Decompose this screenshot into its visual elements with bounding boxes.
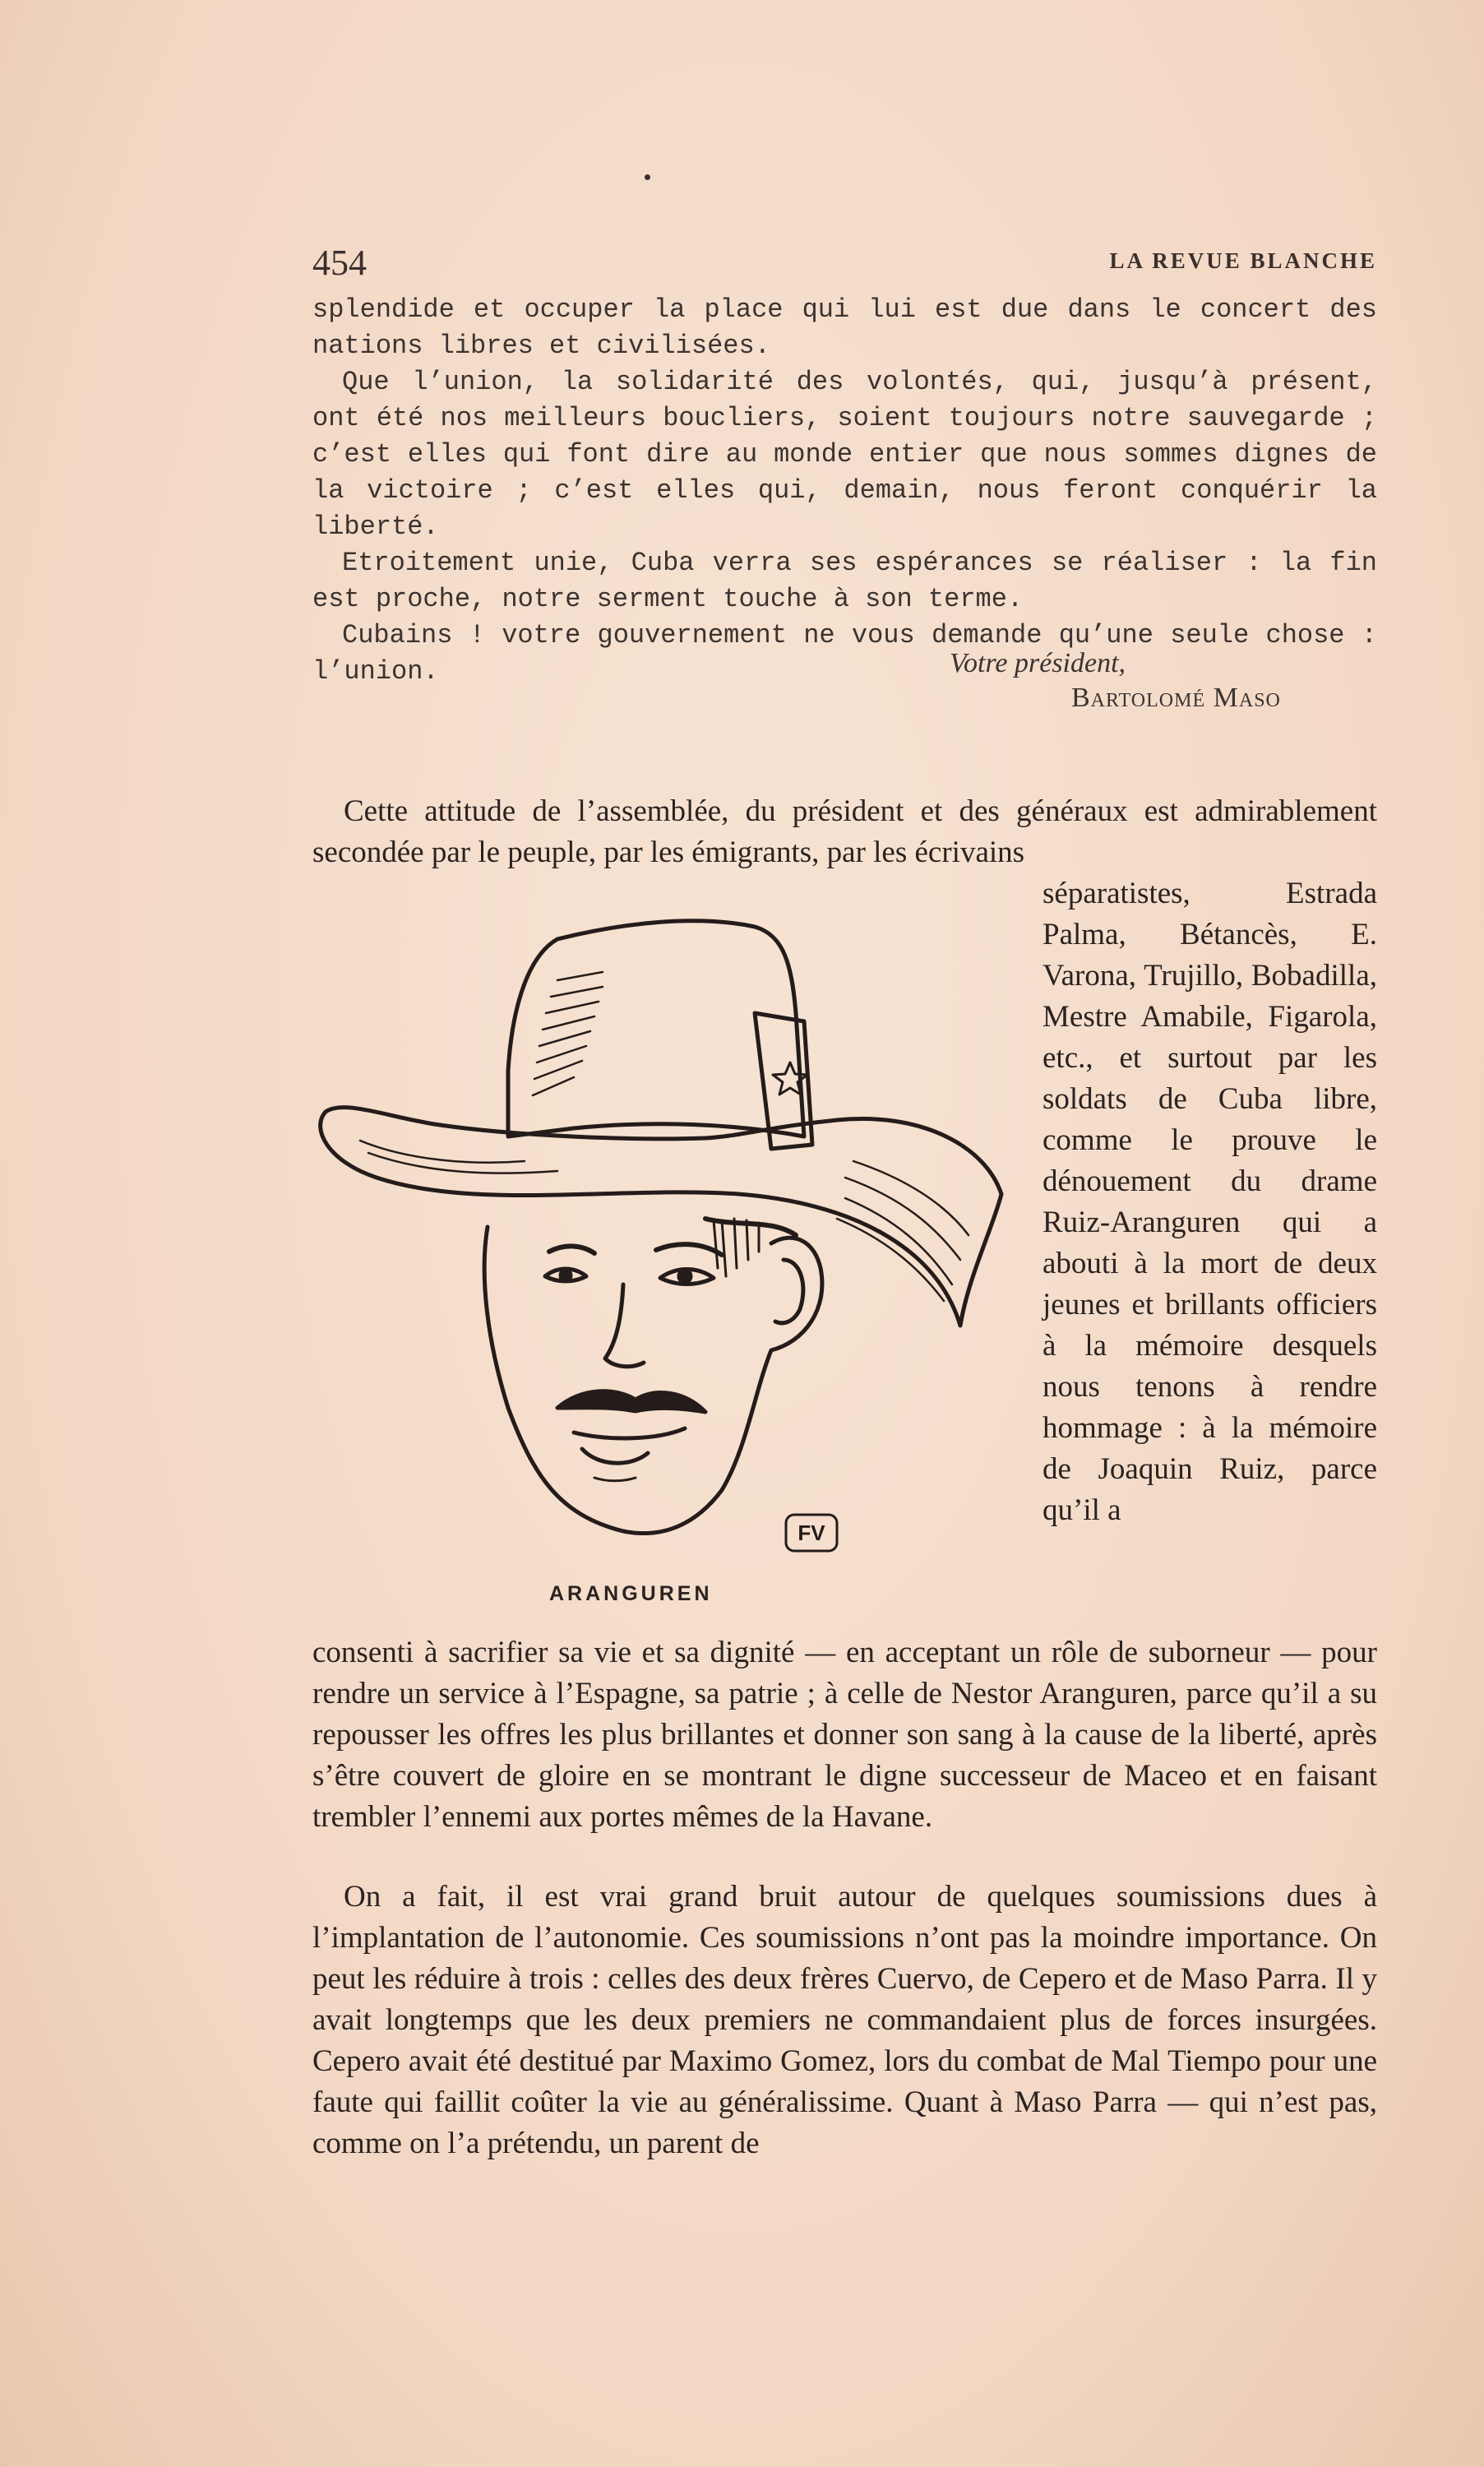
proclamation-paragraph-1: splendide et occuper la place qui lui est due dans le concert des nations libres et civilisées. [312, 294, 1377, 361]
proclamation-paragraph-4: Cubains ! votre gouvernement ne vous demande qu’une seule chose : l’union. [312, 620, 1377, 687]
portrait-figure [311, 914, 1019, 1622]
page-number: 454 [312, 243, 367, 283]
monogram-text: FV [797, 1520, 825, 1545]
signature-block [950, 648, 1377, 714]
portrait-illustration [311, 914, 1019, 1572]
monogram-mark [786, 1515, 837, 1551]
proclamation-text [312, 292, 1377, 690]
figure-caption: ARANGUREN [549, 1582, 713, 1605]
running-head: LA REVUE BLANCHE [1109, 248, 1377, 273]
signature-title: Votre président, [950, 648, 1126, 678]
proclamation-paragraph-3: Etroitement unie, Cuba verra ses espérances se réaliser : la fin est proche, notre serment touche à son terme. [312, 548, 1377, 614]
ink-dot [645, 174, 650, 180]
signature-name: Bartolomé Maso [1071, 683, 1281, 713]
body-paragraph-2: On a fait, il est vrai grand bruit autour de quelques soumissions dues à l’implantation de l’autonomie. Ces soumissions n’ont pas la moindre importance. On peut les réduire à trois : celles des deux frères Cuervo, de Cepero et de Maso Parra. Il y avait longtemps que les deux premiers ne commandaient plus de forces insurgées. Cepero avait été destitué par Maximo Gomez, lors du combat de Mal Tiempo pour une faute qui faillit coûter la vie au généralissime. Quant à Maso Parra — qui n’est pas, comme on l’a prétendu, un parent de [312, 1880, 1377, 2160]
body-paragraph-1-rest: consenti à sacrifier sa vie et sa dignité — en acceptant un rôle de suborneur — pour rendre un service à l’Espagne, sa patrie ; à celle de Nestor Aranguren, parce qu’il a su repousser les offres les plus brillantes et donner son sang à la cause de la liberté, après s’être couvert de gloire en se montrant le digne successeur de Maceo et en faisant trembler l’ennemi aux portes mêmes de la Havane. [312, 1636, 1377, 1834]
page-header [312, 242, 1377, 283]
body-paragraph-1-column: séparatistes, Estrada Palma, Bétancès, E. Varona, Trujillo, Bobadilla, Mestre Amabile, Figarola, etc., et surtout par les soldats de Cuba libre, comme le prouve le dénouement du drame Ruiz-Aranguren qui a abouti à la mort de deux jeunes et brillants officiers à la mémoire desquels nous tenons à rendre hommage : à la mémoire de Joaquin Ruiz, parce qu’il a [1042, 877, 1377, 1527]
proclamation-paragraph-2: Que l’union, la solidarité des volontés, qui, jusqu’à présent, ont été nos meilleurs boucliers, soient toujours notre sauvegarde ; c’est elles qui font dire au monde entier que nous sommes dignes de la victoire ; c’est elles qui, demain, nous feront conquérir la liberté. [312, 367, 1377, 542]
body-paragraph-1-top: Cette attitude de l’assemblée, du président et des généraux est admirablement secondée par le peuple, par les émigrants, par les écrivains [312, 794, 1377, 869]
